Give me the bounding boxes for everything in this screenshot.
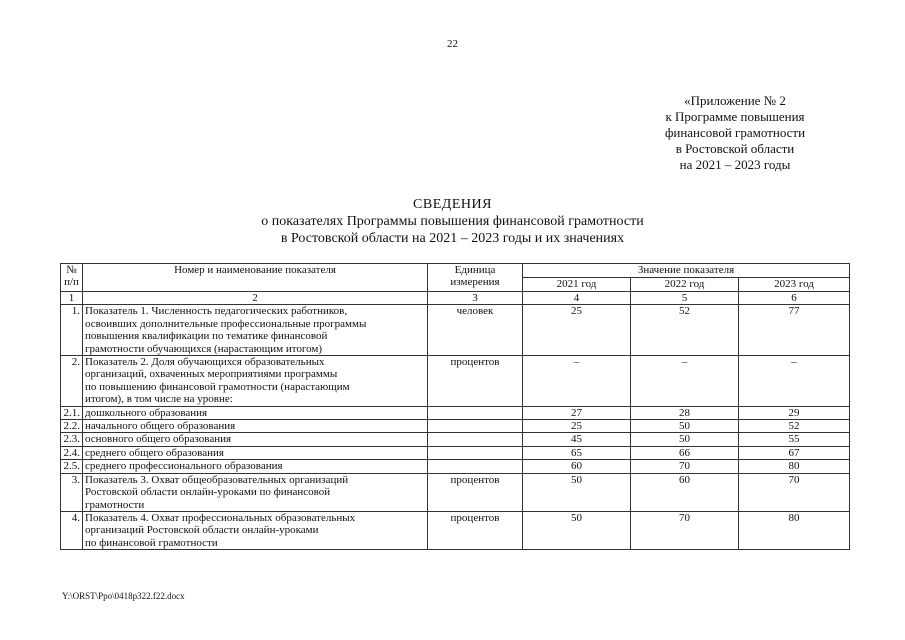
header-num-line2: п/п	[64, 276, 79, 289]
header-name: Номер и наименование показателя	[83, 264, 428, 292]
column-number: 3	[428, 292, 523, 305]
row-indicator-name	[83, 433, 428, 446]
indicator-name-line: среднего общего образования	[85, 446, 224, 459]
indicator-name-line: по финансовой грамотности	[85, 536, 218, 549]
row-value-2023: 55	[739, 433, 850, 446]
table-row	[61, 406, 850, 419]
row-number: 2.	[61, 356, 83, 407]
row-value-2021: 25	[523, 305, 631, 356]
table-row	[61, 511, 850, 549]
header-unit-line1: Единица	[454, 264, 496, 276]
row-value-2023: 70	[739, 473, 850, 511]
row-unit: процентов	[428, 356, 523, 407]
column-number: 2	[83, 292, 428, 305]
indicator-name-line: начального общего образования	[85, 420, 236, 433]
row-value-2022: 52	[631, 305, 739, 356]
row-unit	[428, 460, 523, 473]
row-indicator-name	[83, 356, 428, 407]
appendix-line: «Приложение № 2	[684, 93, 786, 108]
indicator-name-line: основного общего образования	[85, 433, 232, 446]
row-unit	[428, 446, 523, 459]
table-row	[61, 433, 850, 446]
indicator-name-line: дошкольного образования	[85, 406, 208, 419]
document-heading	[0, 196, 905, 247]
row-value-2022: 70	[631, 511, 739, 549]
indicator-name-line: Показатель 1. Численность педагогических работников,	[85, 305, 348, 318]
row-number: 1.	[61, 305, 83, 356]
row-value-2023: 67	[739, 446, 850, 459]
table-row	[61, 420, 850, 433]
indicator-name-line: повышения квалификации по тематике финансовой	[85, 330, 328, 343]
row-value-2023: –	[739, 356, 850, 407]
row-value-2022: 60	[631, 473, 739, 511]
row-number: 2.5.	[61, 460, 83, 473]
header-unit	[428, 264, 523, 292]
column-number-row	[61, 292, 850, 305]
column-number: 1	[61, 292, 83, 305]
row-value-2021: –	[523, 356, 631, 407]
row-value-2021: 50	[523, 473, 631, 511]
row-value-2021: 65	[523, 446, 631, 459]
header-num-line1: №	[66, 264, 77, 276]
row-unit	[428, 433, 523, 446]
indicator-name-line: по повышению финансовой грамотности (нарастающим	[85, 380, 350, 393]
row-indicator-name	[83, 460, 428, 473]
header-year-2023: 2023 год	[739, 278, 850, 292]
row-value-2022: 50	[631, 433, 739, 446]
indicator-name-line: Показатель 4. Охват профессиональных образовательных	[85, 511, 356, 524]
row-value-2023: 80	[739, 511, 850, 549]
appendix-line: финансовой грамотности	[664, 125, 806, 140]
row-value-2021: 25	[523, 420, 631, 433]
row-number: 2.1.	[61, 406, 83, 419]
appendix-line: на 2021 – 2023 годы	[679, 157, 791, 172]
indicator-name-line: Показатель 2. Доля обучающихся образовательных	[85, 356, 325, 369]
row-indicator-name	[83, 420, 428, 433]
indicator-name-line: организаций Ростовской области онлайн-уроками	[85, 524, 319, 537]
indicator-name-line: Показатель 3. Охват общеобразовательных организаций	[85, 473, 349, 486]
table-row	[61, 305, 850, 356]
header-num	[61, 264, 83, 292]
indicator-name-line: освоивших дополнительные профессиональные программы	[85, 317, 367, 330]
row-unit: процентов	[428, 511, 523, 549]
appendix-line: к Программе повышения	[665, 109, 805, 124]
indicator-name-line: среднего профессионального образования	[85, 460, 283, 473]
row-indicator-name	[83, 446, 428, 459]
heading-subtitle-line1: о показателях Программы повышения финансовой грамотности	[261, 214, 644, 229]
row-indicator-name	[83, 473, 428, 511]
appendix-block	[645, 93, 825, 173]
row-indicator-name	[83, 511, 428, 549]
row-number: 2.3.	[61, 433, 83, 446]
column-number: 6	[739, 292, 850, 305]
row-value-2023: 52	[739, 420, 850, 433]
row-value-2021: 50	[523, 511, 631, 549]
indicator-name-line: грамотности обучающихся (нарастающим итогом)	[85, 342, 323, 355]
indicator-name-line: итогом), в том числе на уровне:	[85, 393, 233, 406]
row-value-2023: 29	[739, 406, 850, 419]
table-row	[61, 473, 850, 511]
row-indicator-name	[83, 406, 428, 419]
row-unit	[428, 420, 523, 433]
indicators-table	[60, 263, 850, 550]
header-row-1	[61, 264, 850, 278]
row-number: 2.4.	[61, 446, 83, 459]
row-number: 2.2.	[61, 420, 83, 433]
table-row	[61, 460, 850, 473]
indicator-name-line: Ростовской области онлайн-уроками по финансовой	[85, 486, 331, 499]
page-number: 22	[447, 38, 458, 50]
indicator-name-line: организаций, охваченных мероприятиями программы	[85, 368, 338, 381]
row-value-2022: 50	[631, 420, 739, 433]
row-unit: процентов	[428, 473, 523, 511]
row-value-2022: 28	[631, 406, 739, 419]
appendix-line: в Ростовской области	[675, 141, 795, 156]
indicator-name-line: грамотности	[85, 498, 145, 511]
heading-subtitle-line2: в Ростовской области на 2021 – 2023 годы и их значениях	[280, 231, 625, 246]
row-value-2021: 27	[523, 406, 631, 419]
table-row	[61, 446, 850, 459]
column-number: 5	[631, 292, 739, 305]
row-unit: человек	[428, 305, 523, 356]
column-number: 4	[523, 292, 631, 305]
row-unit	[428, 406, 523, 419]
row-value-2023: 77	[739, 305, 850, 356]
row-indicator-name	[83, 305, 428, 356]
row-value-2022: 70	[631, 460, 739, 473]
row-value-2021: 60	[523, 460, 631, 473]
row-value-2021: 45	[523, 433, 631, 446]
header-value-group: Значение показателя	[523, 264, 850, 278]
table-row	[61, 356, 850, 407]
row-value-2022: 66	[631, 446, 739, 459]
header-unit-line2: измерения	[450, 276, 500, 289]
file-path-footer: Y:\ORST\Ppo\0418p322.f22.docx	[62, 591, 185, 601]
row-number: 4.	[61, 511, 83, 549]
header-year-2021: 2021 год	[523, 278, 631, 292]
row-value-2023: 80	[739, 460, 850, 473]
heading-title: СВЕДЕНИЯ	[413, 197, 492, 212]
row-value-2022: –	[631, 356, 739, 407]
row-number: 3.	[61, 473, 83, 511]
header-year-2022: 2022 год	[631, 278, 739, 292]
